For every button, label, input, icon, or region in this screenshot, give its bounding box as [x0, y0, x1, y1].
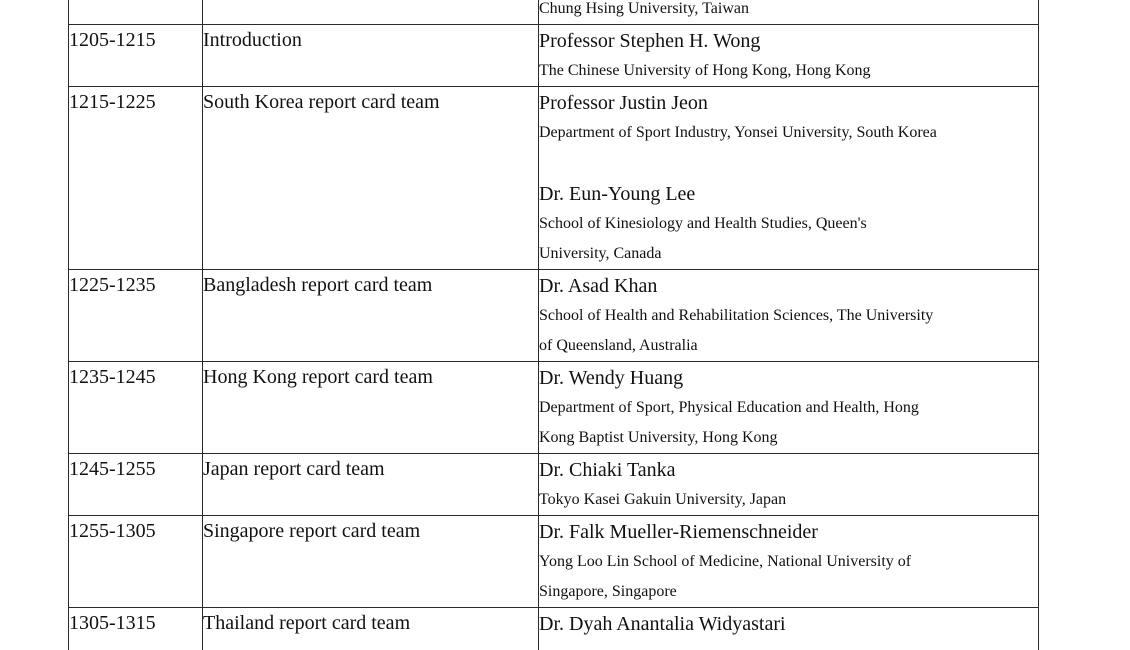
speaker-name: Dr. Dyah Anantalia Widyastari	[539, 613, 786, 635]
table-row	[69, 270, 1039, 362]
program-schedule-table	[68, 0, 1039, 650]
time-cell: 1245-1255	[69, 454, 203, 516]
table-row	[69, 87, 1039, 270]
speaker-cell	[539, 0, 1039, 25]
speaker-affiliation-line: University, Canada	[539, 245, 662, 262]
table-row	[69, 25, 1039, 87]
speaker-affiliation-line: Singapore, Singapore	[539, 583, 677, 600]
time-cell: 1255-1305	[69, 516, 203, 608]
speaker-affiliation: Tokyo Kasei Gakuin University, Japan	[539, 491, 787, 508]
speaker-cell	[539, 516, 1039, 608]
time-cell: 1225-1235	[69, 270, 203, 362]
session-cell: Thailand report card team	[203, 608, 539, 650]
speaker-cell	[539, 87, 1039, 270]
speaker-affiliation-line: Yong Loo Lin School of Medicine, National University of	[539, 553, 912, 570]
table-row	[69, 516, 1039, 608]
session-cell: Japan report card team	[203, 454, 539, 516]
speaker-affiliation-line: School of Kinesiology and Health Studies, Queen's	[539, 215, 867, 232]
speaker-cell	[539, 270, 1039, 362]
session-cell: Bangladesh report card team	[203, 270, 539, 362]
speaker-affiliation-line: Department of Sport, Physical Education and Health, Hong	[539, 399, 919, 416]
speaker-affiliation: Department of Sport Industry, Yonsei University, South Korea	[539, 124, 937, 141]
speaker-spacer	[539, 148, 1038, 178]
time-cell: 1235-1245	[69, 362, 203, 454]
time-cell: 1205-1215	[69, 25, 203, 87]
speaker-cell	[539, 362, 1039, 454]
session-cell: Introduction	[203, 25, 539, 87]
time-cell	[69, 0, 203, 25]
speaker-name: Dr. Wendy Huang	[539, 367, 684, 389]
speaker-name: Dr. Falk Mueller-Riemenschneider	[539, 521, 818, 543]
time-cell: 1305-1315	[69, 608, 203, 650]
table-row	[69, 454, 1039, 516]
speaker-affiliation-line: Kong Baptist University, Hong Kong	[539, 429, 778, 446]
speaker-name: Professor Stephen H. Wong	[539, 30, 761, 52]
speaker-cell	[539, 25, 1039, 87]
session-cell: Singapore report card team	[203, 516, 539, 608]
table-row	[69, 0, 1039, 25]
session-cell	[203, 0, 539, 25]
speaker-affiliation: The Chinese University of Hong Kong, Hong Kong	[539, 62, 871, 79]
speaker-affiliation-line: of Queensland, Australia	[539, 337, 698, 354]
table-row	[69, 608, 1039, 650]
time-cell: 1215-1225	[69, 87, 203, 270]
table-row	[69, 362, 1039, 454]
speaker-name: Dr. Asad Khan	[539, 275, 658, 297]
speaker-cell	[539, 454, 1039, 516]
speaker-affiliation-line: School of Health and Rehabilitation Sciences, The University	[539, 307, 934, 324]
speaker-name: Dr. Chiaki Tanka	[539, 459, 676, 481]
speaker-name: Dr. Eun-Young Lee	[539, 183, 696, 205]
speaker-cell	[539, 608, 1039, 650]
session-cell: South Korea report card team	[203, 87, 539, 270]
speaker-affiliation: Chung Hsing University, Taiwan	[539, 0, 749, 17]
speaker-name: Professor Justin Jeon	[539, 92, 708, 114]
session-cell: Hong Kong report card team	[203, 362, 539, 454]
